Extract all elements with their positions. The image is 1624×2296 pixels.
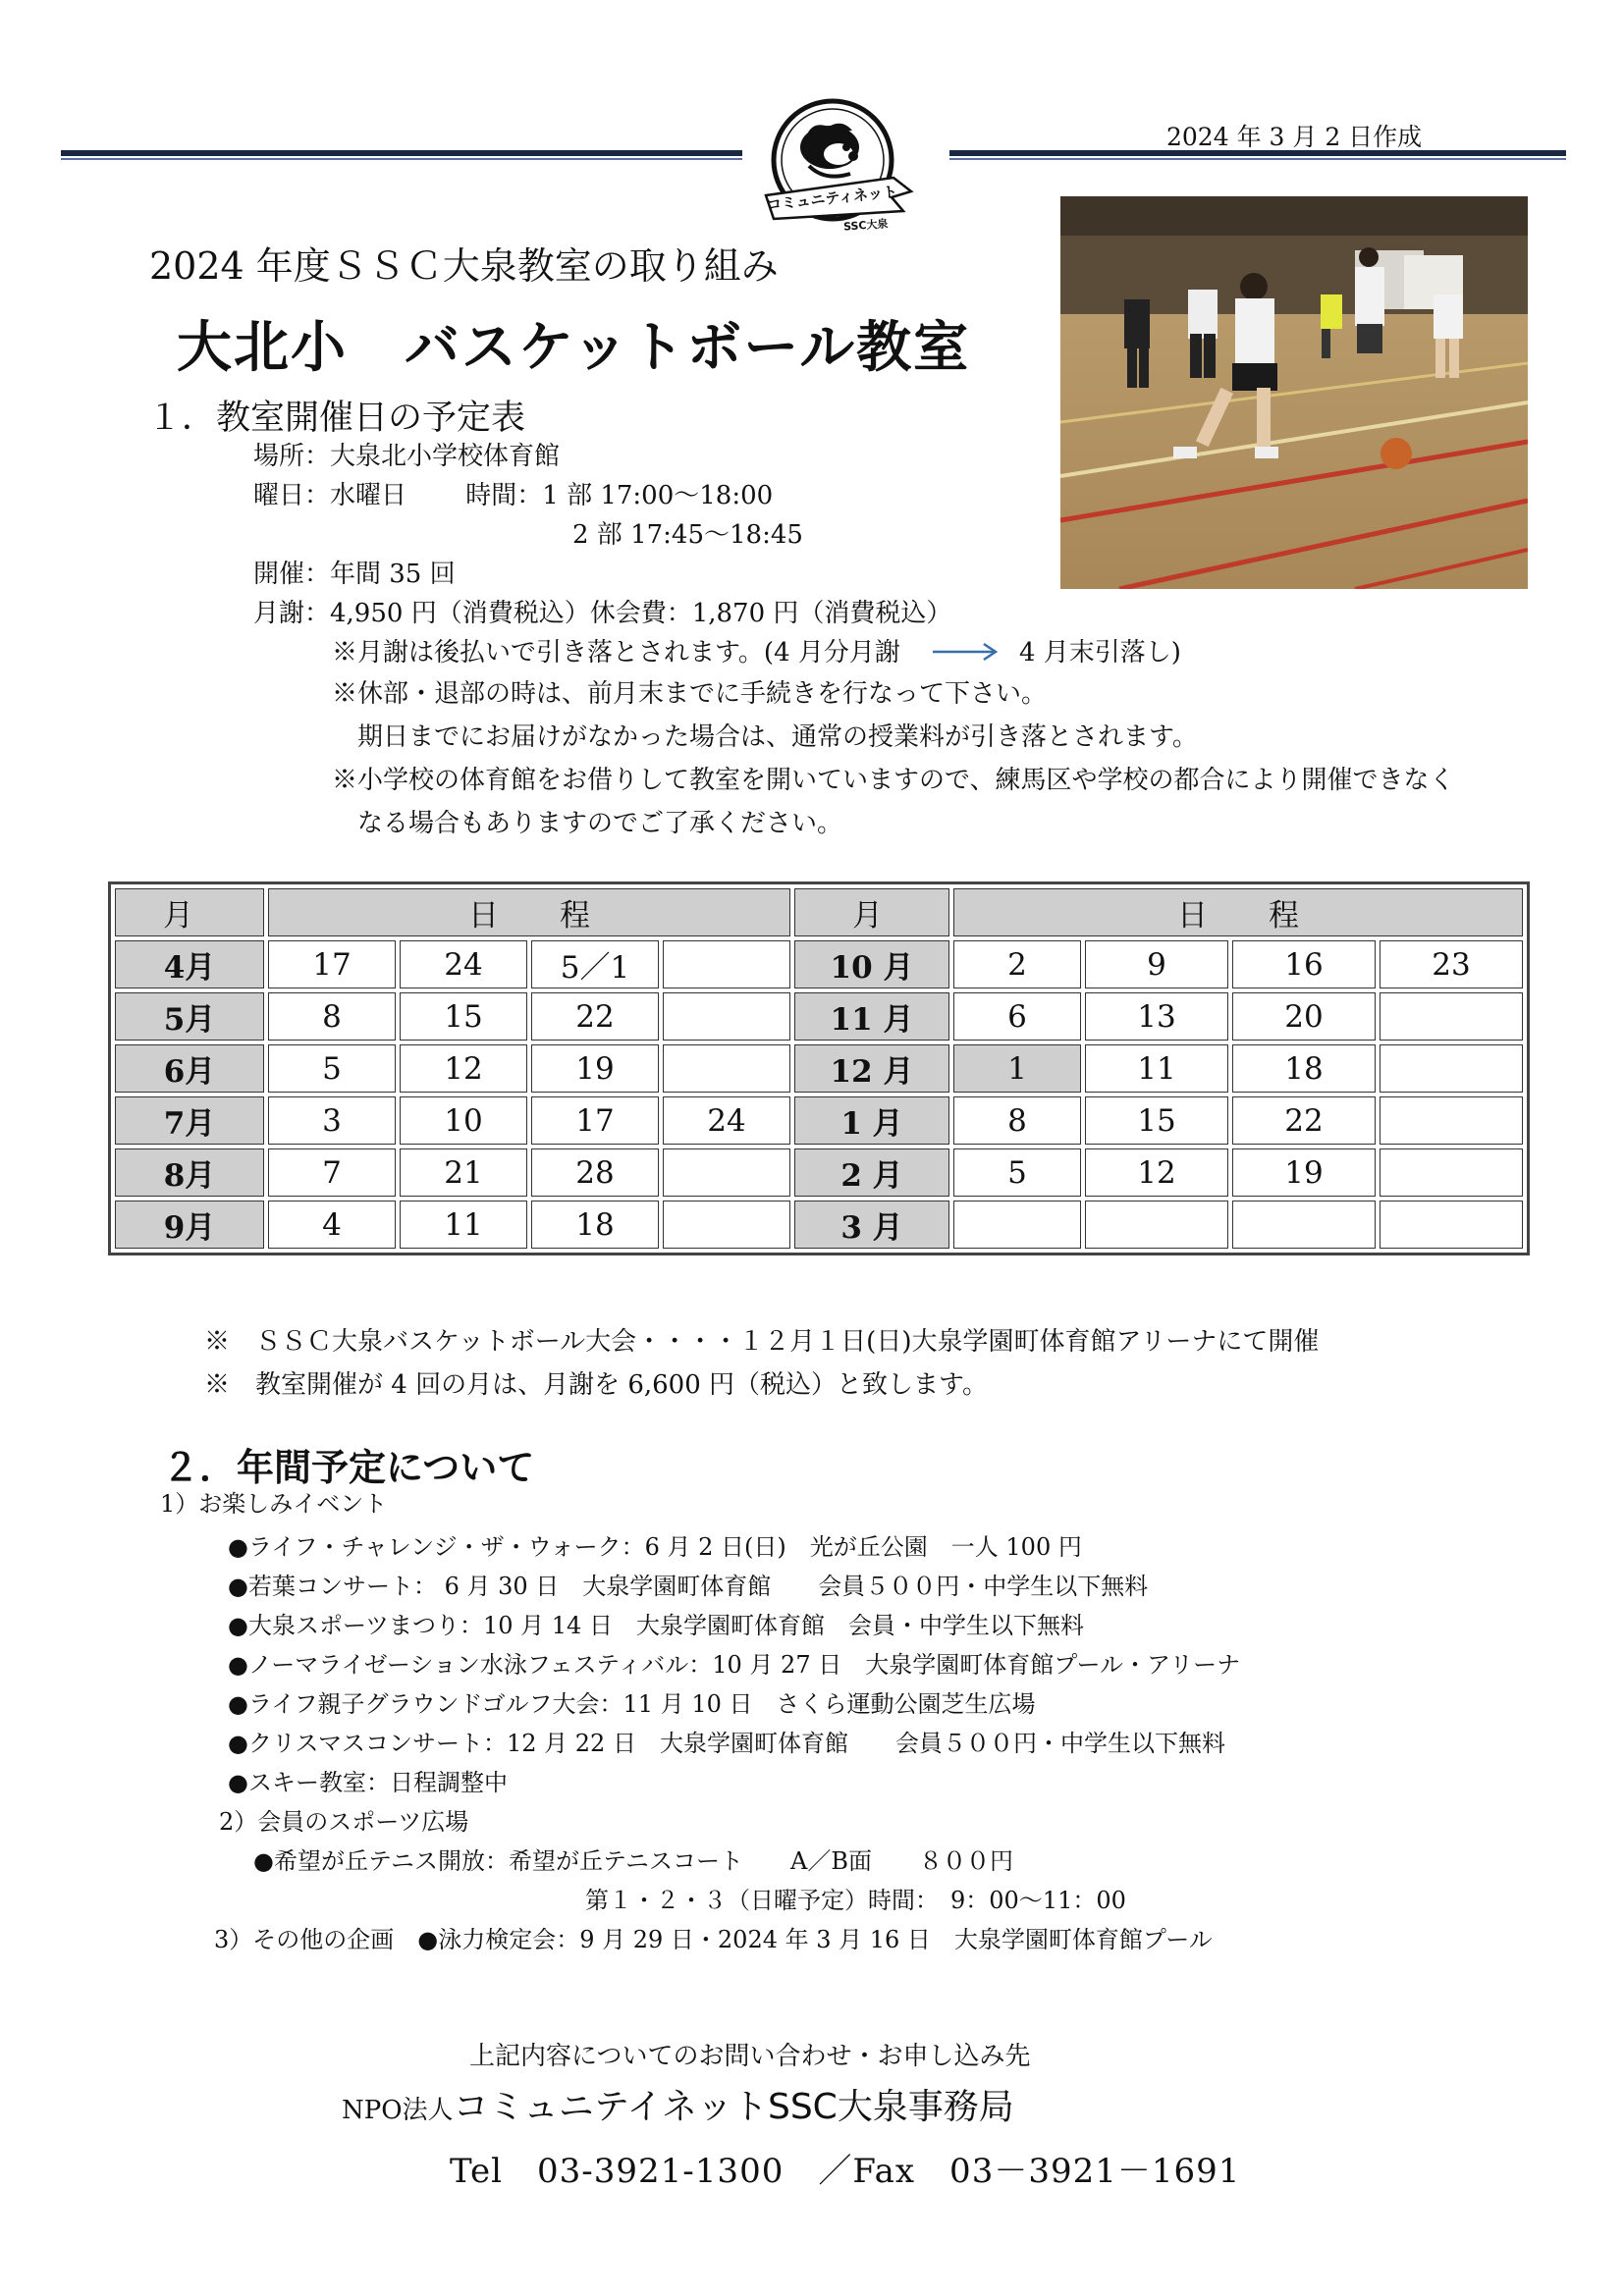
event-item: ●若葉コンサート： 6 月 30 日 大泉学園町体育館 会員５００円・中学生以下無料	[228, 1573, 1149, 1600]
date-cell: 10	[400, 1096, 527, 1145]
date-cell	[663, 992, 790, 1041]
info-fee: 月謝：4,950 円（消費税込）休会費：1,870 円（消費税込）	[253, 599, 952, 628]
date-cell	[1232, 1201, 1376, 1249]
date-cell	[663, 1044, 790, 1093]
event-item: ●クリスマスコンサート：12 月 22 日 大泉学園町体育館 会員５００円・中学生以下無料	[228, 1730, 1225, 1757]
ssc-logo	[756, 93, 923, 240]
arrow-right-icon	[931, 640, 1001, 664]
event-item: ●ノーマライゼーション水泳フェスティバル：10 月 27 日 大泉学園町体育館プール・アリーナ	[228, 1651, 1241, 1679]
date-cell	[953, 1201, 1081, 1249]
date-cell: 18	[1232, 1044, 1376, 1093]
date-created: 2024 年 3 月 2 日作成	[1166, 123, 1423, 151]
note-payment-end: 4 月末引落し)	[1019, 638, 1181, 667]
month-cell: 5月	[115, 992, 264, 1041]
date-cell: 5／1	[531, 940, 659, 988]
table-row	[115, 1096, 1523, 1145]
note-gym-detail: なる場合もありますのでご了承ください。	[332, 809, 843, 838]
date-cell: 12	[1085, 1148, 1228, 1197]
date-cell: 4	[268, 1201, 396, 1249]
date-cell: 24	[400, 940, 527, 988]
month-cell: 11 月	[794, 992, 949, 1041]
note-tournament: ※ ＳＳＣ大泉バスケットボール大会・・・・１２月１日(日)大泉学園町体育館アリーナにて開催	[204, 1327, 1320, 1357]
contact-intro: 上記内容についてのお問い合わせ・お申し込み先	[469, 2042, 1031, 2071]
event-item: ●大泉スポーツまつり：10 月 14 日 大泉学園町体育館 会員・中学生以下無料	[228, 1612, 1084, 1639]
table-row	[115, 1044, 1523, 1093]
org-prefix: NPO法人	[342, 2096, 454, 2125]
note-withdraw-detail: 期日までにお届けがなかった場合は、通常の授業料が引き落とされます。	[332, 722, 1198, 752]
date-cell	[1380, 1148, 1523, 1197]
header-dates-left: 日 程	[268, 888, 790, 936]
month-cell: 2 月	[794, 1148, 949, 1197]
date-cell: 17	[268, 940, 396, 988]
date-cell: 5	[953, 1148, 1081, 1197]
date-cell: 9	[1085, 940, 1228, 988]
tennis-time: 第１・２・３（日曜予定）時間： 9：00～11：00	[585, 1887, 1126, 1914]
schedule-table	[108, 881, 1530, 1255]
table-row	[115, 940, 1523, 988]
header-month-left: 月	[115, 888, 264, 936]
date-cell: 19	[531, 1044, 659, 1093]
month-cell: 1 月	[794, 1096, 949, 1145]
section2-heading: ２．年間予定について	[162, 1446, 535, 1489]
contact-org	[342, 2079, 1014, 2129]
info-place: 場所：大泉北小学校体育館	[253, 442, 561, 471]
tennis-item: ●希望が丘テニス開放：希望が丘テニスコート A／B面 ８００円	[253, 1847, 1013, 1875]
date-cell: 16	[1232, 940, 1376, 988]
note-gym: ※小学校の体育館をお借りして教室を開いていますので、練馬区や学校の都合により開催できなく	[332, 766, 1455, 795]
header-month-right: 月	[794, 888, 949, 936]
header-rule-right-thin	[949, 158, 1566, 160]
date-cell	[663, 1148, 790, 1197]
date-cell: 8	[953, 1096, 1081, 1145]
svg-text:コミュニティネット: コミュニティネット	[766, 183, 898, 214]
date-cell: 19	[1232, 1148, 1376, 1197]
date-cell: 22	[1232, 1096, 1376, 1145]
date-cell: 13	[1085, 992, 1228, 1041]
date-cell: 11	[1085, 1044, 1228, 1093]
info-day-time: 曜日：水曜日 時間：1 部 17:00～18:00	[253, 481, 774, 510]
subsection-events: 1）お楽しみイベント	[160, 1490, 388, 1518]
date-cell: 21	[400, 1148, 527, 1197]
event-item: ●ライフ親子グラウンドゴルフ大会：11 月 10 日 さくら運動公園芝生広場	[228, 1690, 1036, 1718]
date-cell	[663, 1201, 790, 1249]
date-cell: 6	[953, 992, 1081, 1041]
month-cell: 12 月	[794, 1044, 949, 1093]
date-cell: 15	[1085, 1096, 1228, 1145]
table-row	[115, 1201, 1523, 1249]
month-cell: 9月	[115, 1201, 264, 1249]
date-cell-highlighted: 1	[953, 1044, 1081, 1093]
date-cell	[1380, 1096, 1523, 1145]
month-cell: 8月	[115, 1148, 264, 1197]
date-cell: 20	[1232, 992, 1376, 1041]
date-cell: 23	[1380, 940, 1523, 988]
header-rule-left-thin	[61, 158, 742, 160]
page-title: 2024 年度ＳＳＣ大泉教室の取り組み	[149, 244, 779, 288]
month-cell: 3 月	[794, 1201, 949, 1249]
info-sessions: 開催：年間 35 回	[253, 560, 456, 589]
date-cell	[1380, 1044, 1523, 1093]
date-cell: 5	[268, 1044, 396, 1093]
class-title: 大北小 バスケットボール教室	[177, 316, 971, 380]
date-cell	[1380, 1201, 1523, 1249]
date-cell: 7	[268, 1148, 396, 1197]
date-cell: 8	[268, 992, 396, 1041]
basketball-photo	[1060, 196, 1528, 589]
date-cell: 22	[531, 992, 659, 1041]
subsection-member-sports: 2）会員のスポーツ広場	[219, 1808, 469, 1836]
date-cell: 3	[268, 1096, 396, 1145]
info-time-part2: 2 部 17:45～18:45	[572, 520, 803, 550]
date-cell: 15	[400, 992, 527, 1041]
subsection-other: 3）その他の企画 ●泳力検定会：9 月 29 日・2024 年 3 月 16 日 大泉学園町体育館プール	[214, 1926, 1213, 1953]
month-cell: 7月	[115, 1096, 264, 1145]
section1-heading: １．教室開催日の予定表	[147, 399, 526, 438]
date-cell: 12	[400, 1044, 527, 1093]
org-name: コミュニテイネットSSC大泉事務局	[453, 2087, 1014, 2127]
month-cell: 10 月	[794, 940, 949, 988]
date-cell	[1085, 1201, 1228, 1249]
contact-phone: Tel 03-3921-1300 ／Fax 03－3921－1691	[450, 2152, 1241, 2191]
note-payment: ※月謝は後払いで引き落とされます。(4 月分月謝	[332, 638, 900, 667]
header-dates-right: 日 程	[953, 888, 1523, 936]
note-fee-four-sessions: ※ 教室開催が 4 回の月は、月謝を 6,600 円（税込）と致します。	[204, 1370, 988, 1400]
month-cell: 4月	[115, 940, 264, 988]
date-cell	[1380, 992, 1523, 1041]
table-row	[115, 1148, 1523, 1197]
date-cell: 17	[531, 1096, 659, 1145]
date-cell: 2	[953, 940, 1081, 988]
header-rule-left	[61, 150, 742, 156]
month-cell: 6月	[115, 1044, 264, 1093]
table-header-row	[115, 888, 1523, 936]
note-withdraw: ※休部・退部の時は、前月末までに手続きを行なって下さい。	[332, 679, 1048, 709]
event-item: ●スキー教室：日程調整中	[228, 1769, 508, 1796]
date-cell	[663, 940, 790, 988]
date-cell: 11	[400, 1201, 527, 1249]
table-row	[115, 992, 1523, 1041]
date-cell: 18	[531, 1201, 659, 1249]
event-item: ●ライフ・チャレンジ・ザ・ウォーク：6 月 2 日(日) 光が丘公園 一人 100 円	[228, 1533, 1082, 1561]
date-cell: 24	[663, 1096, 790, 1145]
svg-text:SSC大泉: SSC大泉	[842, 217, 889, 234]
date-cell: 28	[531, 1148, 659, 1197]
